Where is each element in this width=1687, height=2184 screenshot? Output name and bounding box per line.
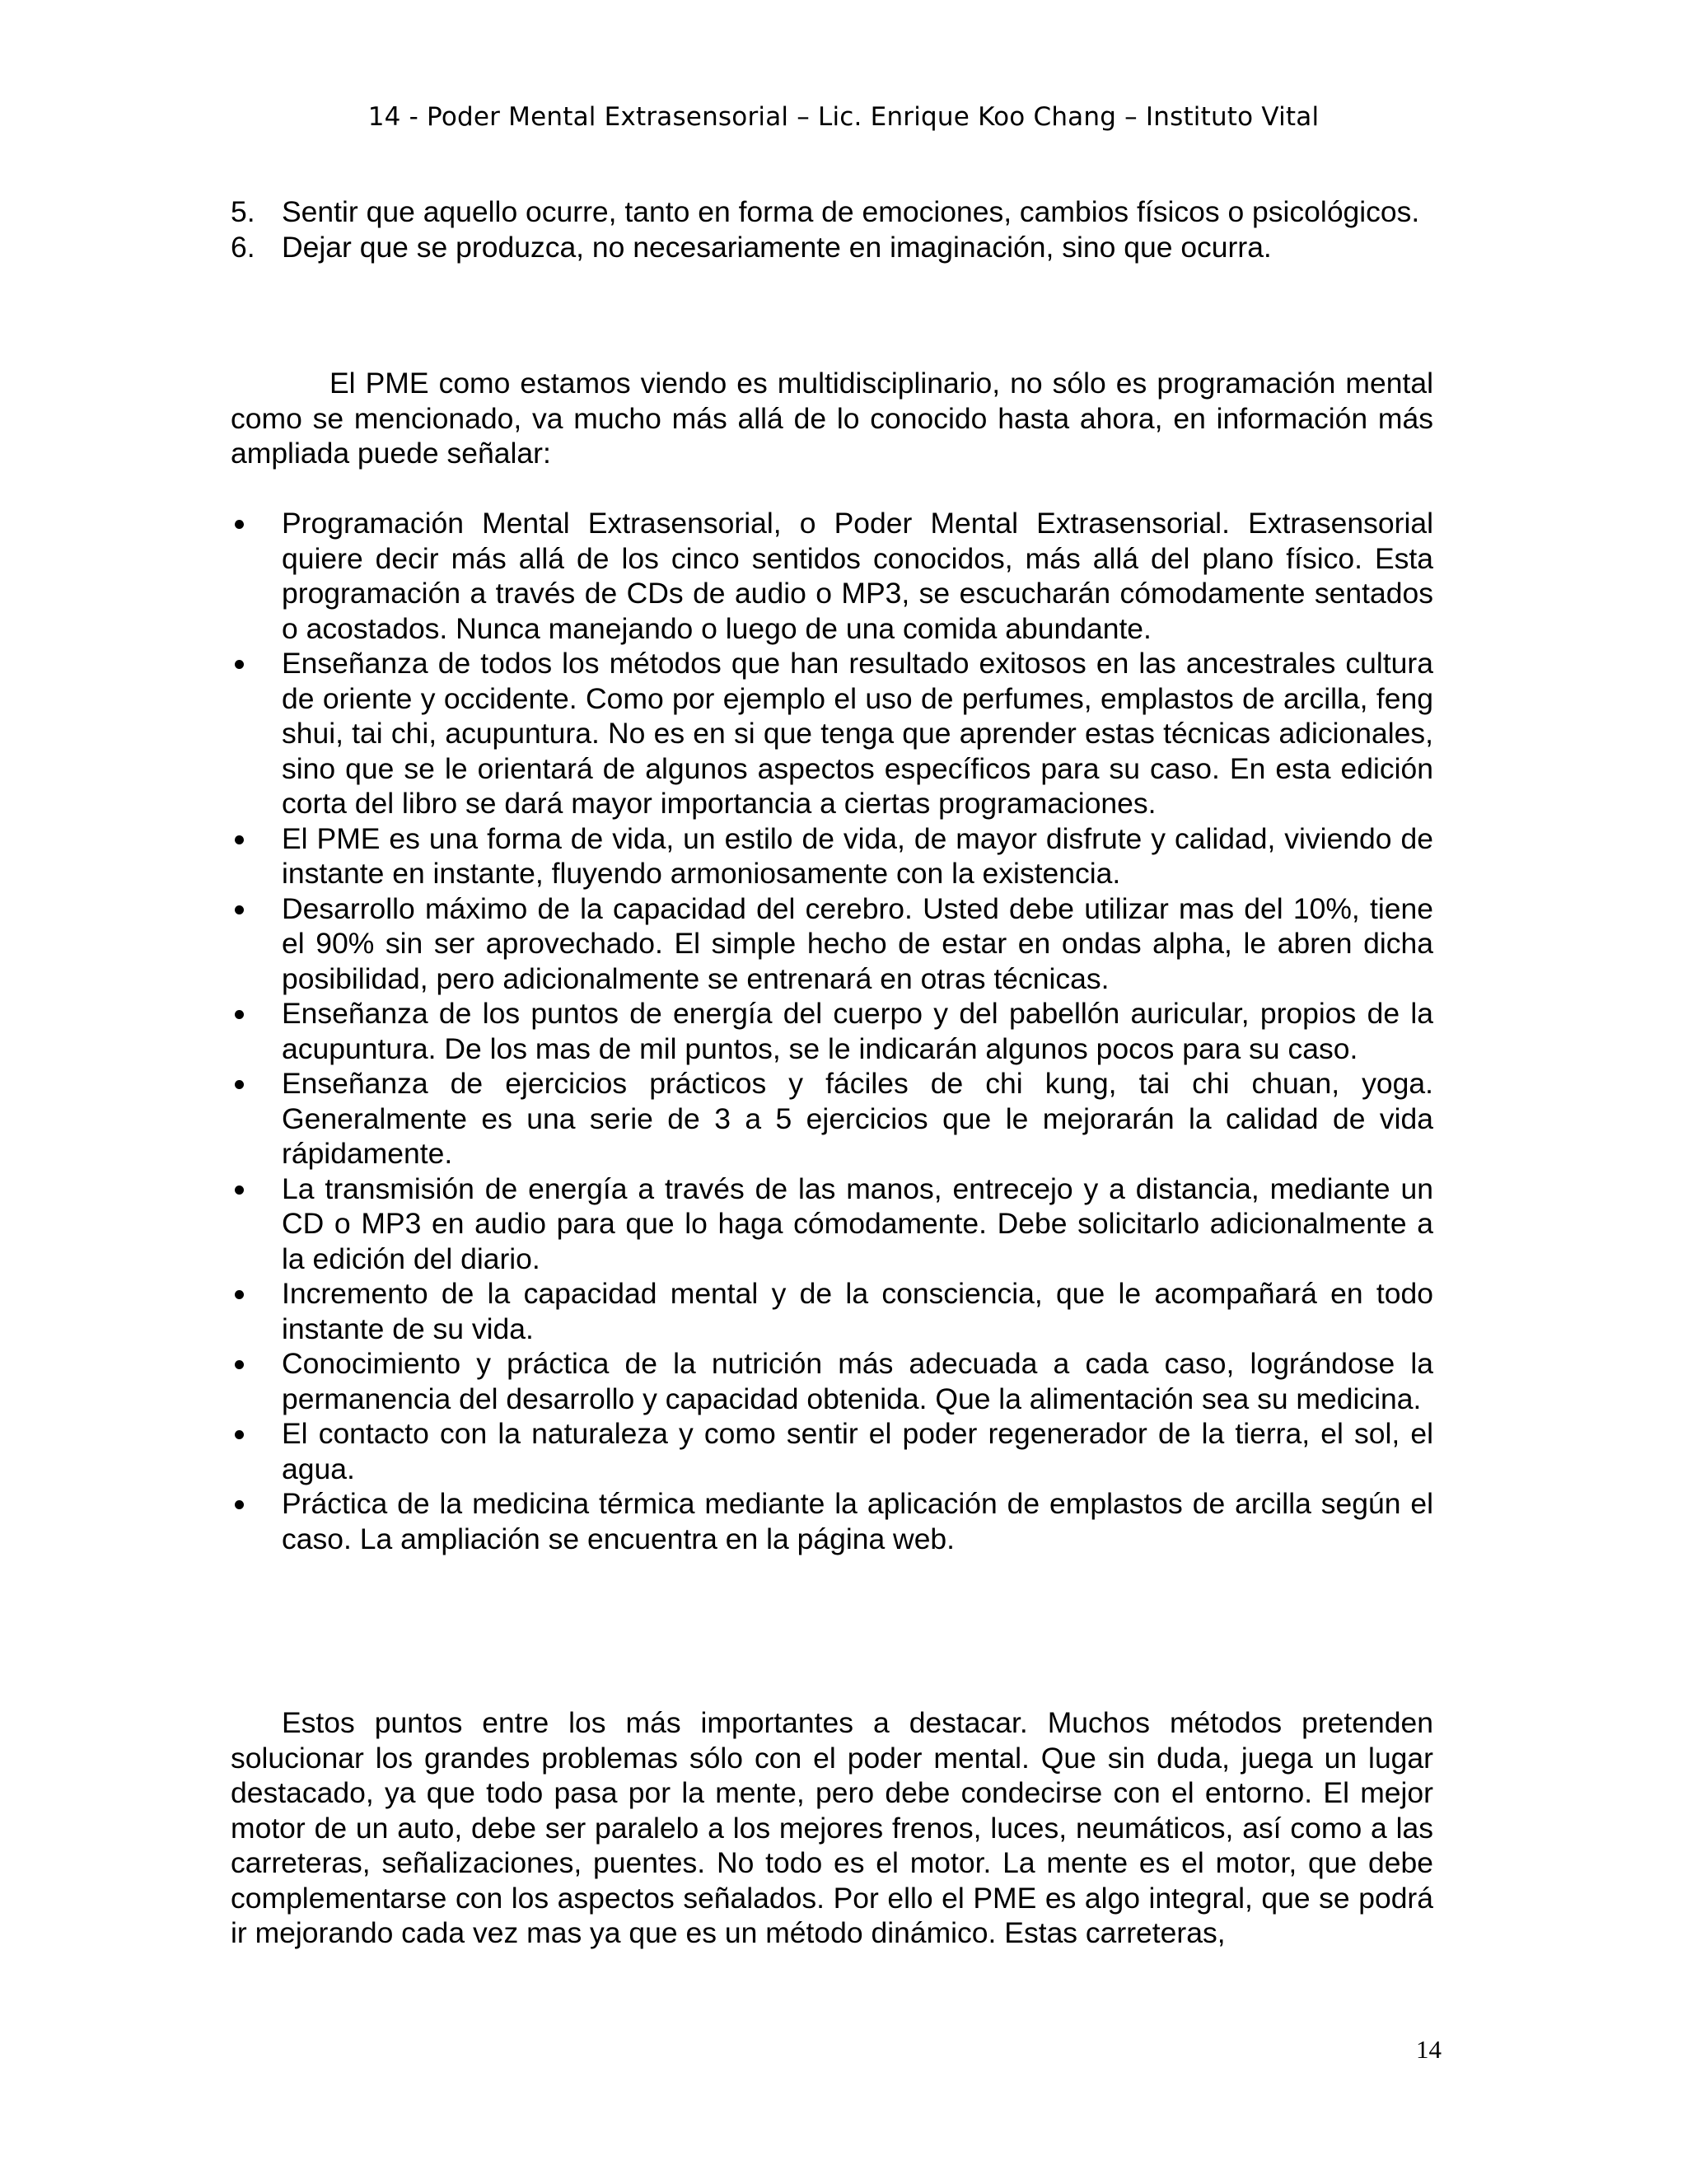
bullet-text: Incremento de la capacidad mental y de la consciencia, que le acompañará en todo instante de su vida. (282, 1277, 1433, 1345)
bullet-item (231, 821, 1433, 891)
list-number: 5. (231, 195, 255, 228)
bullet-icon (235, 1290, 244, 1299)
bullet-icon (235, 520, 244, 529)
bullet-text: El PME es una forma de vida, un estilo de vida, de mayor disfrute y calidad, viviendo de instante en instante, fluyendo armoniosamente con la existencia. (282, 821, 1433, 890)
bullet-text: Enseñanza de los puntos de energía del cuerpo y del pabellón auricular, propios de la acupuntura. De los mas de mil puntos, se le indicarán algunos pocos para su caso. (282, 997, 1433, 1065)
bullet-icon (235, 835, 244, 844)
bullet-list (231, 506, 1433, 1556)
bullet-item (231, 891, 1433, 997)
list-number: 6. (231, 230, 255, 264)
bullet-text: Conocimiento y práctica de la nutrición más adecuada a cada caso, lográndose la permanencia del desarrollo y capacidad obtenida. Que la alimentación sea su medicina. (282, 1347, 1433, 1415)
bullet-item (231, 1346, 1433, 1416)
running-header: 14 - Poder Mental Extrasensorial – Lic. Enrique Koo Chang – Instituto Vital (367, 102, 1320, 132)
bullet-icon (235, 1430, 244, 1439)
bullet-item (231, 1172, 1433, 1277)
bullet-text: Desarrollo máximo de la capacidad del cerebro. Usted debe utilizar mas del 10%, tiene el 90% sin ser aprovechado. El simple hecho de estar en ondas alpha, le abren dicha posibilidad, pero adicionalmente se entrenará en otras técnicas. (282, 891, 1433, 995)
bullet-icon (235, 905, 244, 914)
bullet-text: Práctica de la medicina térmica mediante la aplicación de emplastos de arcilla según el caso. La ampliación se encuentra en la página web. (282, 1487, 1433, 1555)
page-number: 14 (1416, 2035, 1442, 2064)
bullet-item (231, 1416, 1433, 1486)
bullet-icon (235, 1186, 244, 1195)
bullet-text: El contacto con la naturaleza y como sentir el poder regenerador de la tierra, el sol, el agua. (282, 1417, 1433, 1485)
bullet-icon (235, 1010, 244, 1019)
bullet-item (231, 996, 1433, 1066)
numbered-list (231, 194, 1433, 264)
bullet-item (231, 1486, 1433, 1556)
bullet-text: Programación Mental Extrasensorial, o Poder Mental Extrasensorial. Extrasensorial quiere decir más allá de los cinco sentidos conocidos, más allá del plano físico. Esta programación a través de CDs de audio o MP3, se escucharán cómodamente sentados o acostados. Nunca manejando o luego de una comida abundante. (282, 507, 1433, 645)
bullet-item (231, 646, 1433, 821)
list-item-text: Dejar que se produzca, no necesariamente en imaginación, sino que ocurra. (282, 230, 1272, 264)
closing-paragraph: Estos puntos entre los más importantes a destacar. Muchos métodos pretenden solucionar los grandes problemas sólo con el poder mental. Que sin duda, juega un lugar destacado, ya que todo pasa por la mente, pero debe condecirse con el entorno. El mejor motor de un auto, debe ser paralelo a los mejores frenos, luces, neumáticos, así como a las carreteras, señalizaciones, puentes. No todo es el motor. La mente es el motor, que debe complementarse con los aspectos señalados. Por ello el PME es algo integral, que se podrá ir mejorando cada vez mas ya que es un método dinámico. Estas carreteras, (231, 1706, 1433, 1949)
bullet-item (231, 1276, 1433, 1346)
bullet-item (231, 506, 1433, 646)
bullet-item (231, 1066, 1433, 1172)
bullet-text: La transmisión de energía a través de las manos, entrecejo y a distancia, mediante un CD o MP3 en audio para que lo haga cómodamente. Debe solicitarlo adicionalmente a la edición del diario. (282, 1172, 1433, 1275)
bullet-icon (235, 1360, 244, 1369)
intro-paragraph: El PME como estamos viendo es multidisciplinario, no sólo es programación mental como se mencionado, va mucho más allá de lo conocido hasta ahora, en información más ampliada puede señalar: (231, 367, 1433, 470)
bullet-icon (235, 660, 244, 669)
list-item (231, 194, 1433, 230)
bullet-icon (235, 1080, 244, 1089)
bullet-text: Enseñanza de ejercicios prácticos y fáciles de chi kung, tai chi chuan, yoga. Generalmente es una serie de 3 a 5 ejercicios que le mejorarán la calidad de vida rápidamente. (282, 1067, 1433, 1170)
bullet-text: Enseñanza de todos los métodos que han resultado exitosos en las ancestrales cultura de oriente y occidente. Como por ejemplo el uso de perfumes, emplastos de arcilla, feng shui, tai chi, acupuntura. No es en si que tenga que aprender estas técnicas adicionales, sino que se le orientará de algunos aspectos específicos para su caso. En esta edición corta del libro se dará mayor importancia a ciertas programaciones. (282, 647, 1433, 820)
bullet-icon (235, 1500, 244, 1509)
list-item (231, 230, 1433, 265)
list-item-text: Sentir que aquello ocurre, tanto en forma de emociones, cambios físicos o psicológicos. (282, 195, 1420, 228)
